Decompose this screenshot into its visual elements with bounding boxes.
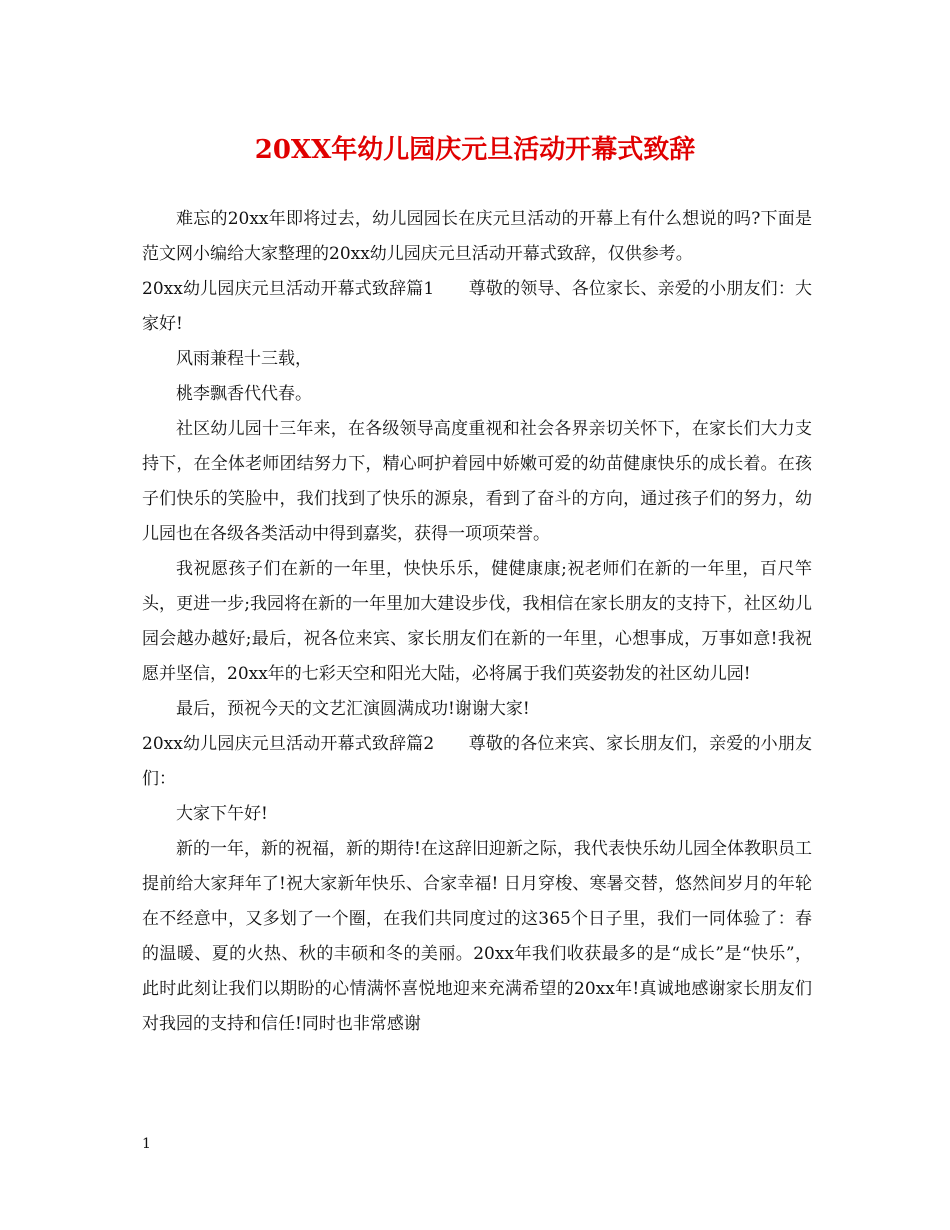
document-title: 20XX年幼儿园庆元旦活动开幕式致辞 bbox=[254, 135, 696, 165]
document-body bbox=[142, 202, 812, 1042]
paragraph: 20xx幼儿园庆元旦活动开幕式致辞篇2 尊敬的各位来宾、家长朋友们，亲爱的小朋友们： bbox=[142, 734, 812, 789]
paragraph: 桃李飘香代代春。 bbox=[176, 384, 312, 404]
paragraph: 大家下午好! bbox=[176, 804, 268, 824]
paragraph: 新的一年，新的祝福，新的期待!在这辞旧迎新之际，我代表快乐幼儿园全体教职员工提前给大家拜年了!祝大家新年快乐、合家幸福! 日月穿梭、寒暑交替，悠然间岁月的年轮在不经意中，又多划了一个圈，在我们共同度过的这365个日子里，我们一同体验了：春的温暖、夏的火热、秋的丰硕和冬的美丽。20xx年我们收获最多的是“成长”是“快乐”，此时此刻让我们以期盼的心情满怀喜悦地迎来充满希望的20xx年!真诚地感谢家长朋友们对我园的支持和信任!同时也非常感谢 bbox=[142, 839, 812, 1034]
paragraph: 最后，预祝今天的文艺汇演圆满成功!谢谢大家! bbox=[176, 699, 530, 719]
paragraph: 风雨兼程十三载， bbox=[176, 349, 312, 369]
paragraph: 社区幼儿园十三年来，在各级领导高度重视和社会各界亲切关怀下，在家长们大力支持下，在全体老师团结努力下，精心呵护着园中娇嫩可爱的幼苗健康快乐的成长着。在孩子们快乐的笑脸中，我们找到了快乐的源泉，看到了奋斗的方向，通过孩子们的努力，幼儿园也在各级各类活动中得到嘉奖，获得一项项荣誉。 bbox=[142, 419, 812, 544]
paragraph: 20xx幼儿园庆元旦活动开幕式致辞篇1 尊敬的领导、各位家长、亲爱的小朋友们：大家好! bbox=[142, 279, 812, 334]
paragraph: 难忘的20xx年即将过去，幼儿园园长在庆元旦活动的开幕上有什么想说的吗?下面是范文网小编给大家整理的20xx幼儿园庆元旦活动开幕式致辞，仅供参考。 bbox=[142, 209, 812, 264]
paragraph: 我祝愿孩子们在新的一年里，快快乐乐，健健康康;祝老师们在新的一年里，百尺竿头，更进一步;我园将在新的一年里加大建设步伐，我相信在家长朋友的支持下，社区幼儿园会越办越好;最后，祝各位来宾、家长朋友们在新的一年里，心想事成，万事如意!我祝愿并坚信，20xx年的七彩天空和阳光大陆，必将属于我们英姿勃发的社区幼儿园! bbox=[142, 559, 812, 684]
page-number: 1 bbox=[142, 1136, 151, 1152]
